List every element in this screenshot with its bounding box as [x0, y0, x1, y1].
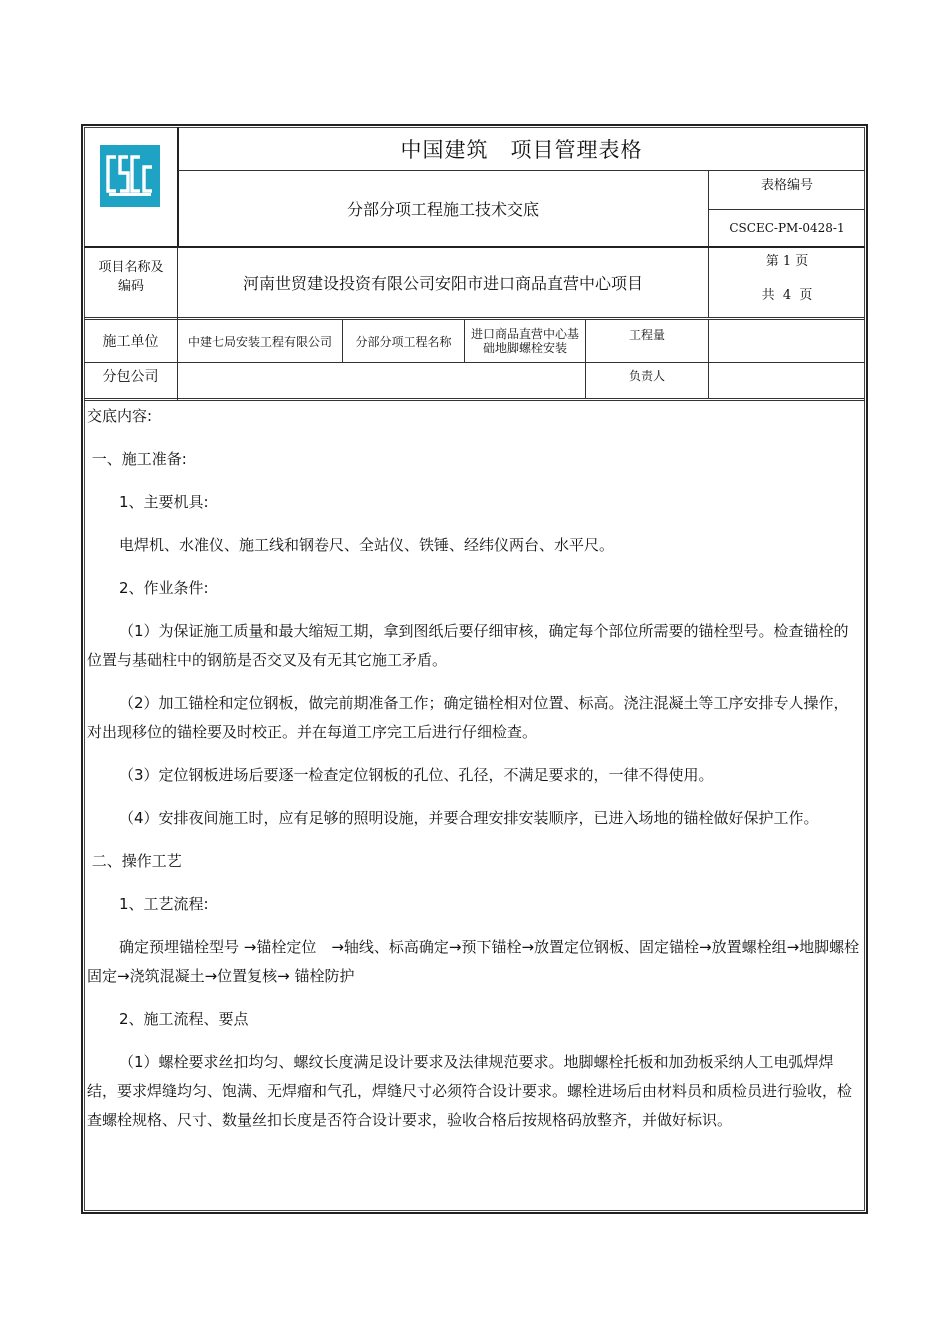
page-total: 共 4 页 [761, 287, 813, 303]
responsible-label: 负责人 [628, 368, 665, 383]
divider [84, 398, 865, 399]
paragraph-5: （1）螺栓要求丝扣均匀、螺纹长度满足设计要求及法律规范要求。地脚螺栓托板和加劲板采纳人工电弧焊焊结，要求焊缝均匀、饱满、无焊瘤和气孔，焊缝尺寸必须符合设计要求。螺栓进场后由材料员和质检员进行验收，检查螺栓规格、尺寸、数量丝扣长度是否符合设计要求，验收合格后按规格码放整齐，并做好标识。 [87, 1053, 853, 1129]
paragraph-4: （4）安排夜间施工时，应有足够的照明设施，并要合理安排安装顺序，已进入场地的锚栓做好保护工作。 [119, 809, 819, 827]
company-title: 中国建筑 项目管理表格 [400, 137, 643, 162]
cscec-logo-icon [100, 145, 160, 207]
form-title: 分部分项工程施工技术交底 [346, 200, 539, 219]
divider [84, 317, 865, 318]
subcontractor-label: 分包公司 [102, 369, 159, 385]
subcontractor-value[interactable] [178, 363, 585, 398]
construction-unit-value: 中建七局安装工程有限公司 [187, 334, 332, 349]
form-no: CSCEC-PM-0428-1 [729, 221, 845, 235]
sub-project-value: 进口商品直营中心基础地脚螺栓安装 [470, 327, 579, 355]
construction-unit-label: 施工单位 [102, 334, 159, 350]
process-flow: 确定预埋锚栓型号 →锚栓定位 →轴线、标高确定→预下锚栓→放置定位钢板、固定锚栓→放置螺栓组→地脚螺栓固定→浇筑混凝土→位置复核→ 锚栓防护 [87, 938, 860, 985]
content-heading: 交底内容: [87, 407, 153, 425]
section-2-1-heading: 1、工艺流程: [119, 895, 209, 913]
section-1-1-text: 电焊机、水准仪、施工线和钢卷尺、全站仪、铁锤、经纬仪两台、水平尺。 [119, 536, 615, 554]
section-1-heading: 一、施工准备: [87, 450, 187, 468]
quantity-value[interactable] [709, 320, 865, 362]
project-name-label: 项目名称及编码 [98, 260, 164, 294]
section-1-1-heading: 1、主要机具: [119, 493, 209, 511]
section-1-2-heading: 2、作业条件: [119, 579, 209, 597]
sub-project-label: 分部分项工程名称 [355, 334, 452, 349]
paragraph-2: （2）加工锚栓和定位钢板，做完前期准备工作；确定锚栓相对位置、标高。浇注混凝土等工序安排专人操作，对出现移位的锚栓要及时校正。并在每道工序完工后进行仔细检查。 [87, 694, 849, 741]
paragraph-3: （3）定位钢板进场后要逐一检查定位钢板的孔位、孔径，不满足要求的，一律不得使用。 [119, 766, 714, 784]
paragraph-1: （1）为保证施工质量和最大缩短工期，拿到图纸后要仔细审核，确定每个部位所需要的锚栓型号。检查锚栓的位置与基础柱中的钢筋是否交叉及有无其它施工矛盾。 [87, 622, 849, 669]
page-number: 第 1 页 [765, 253, 809, 269]
project-name-value: 河南世贸建设投资有限公司安阳市进口商品直营中心项目 [242, 273, 643, 293]
disclosure-content [87, 400, 863, 1135]
section-2-heading: 二、操作工艺 [87, 852, 182, 870]
quantity-label: 工程量 [628, 327, 665, 342]
form-no-label: 表格编号 [760, 177, 813, 193]
section-2-2-heading: 2、施工流程、要点 [119, 1010, 249, 1028]
responsible-value[interactable] [709, 363, 865, 398]
